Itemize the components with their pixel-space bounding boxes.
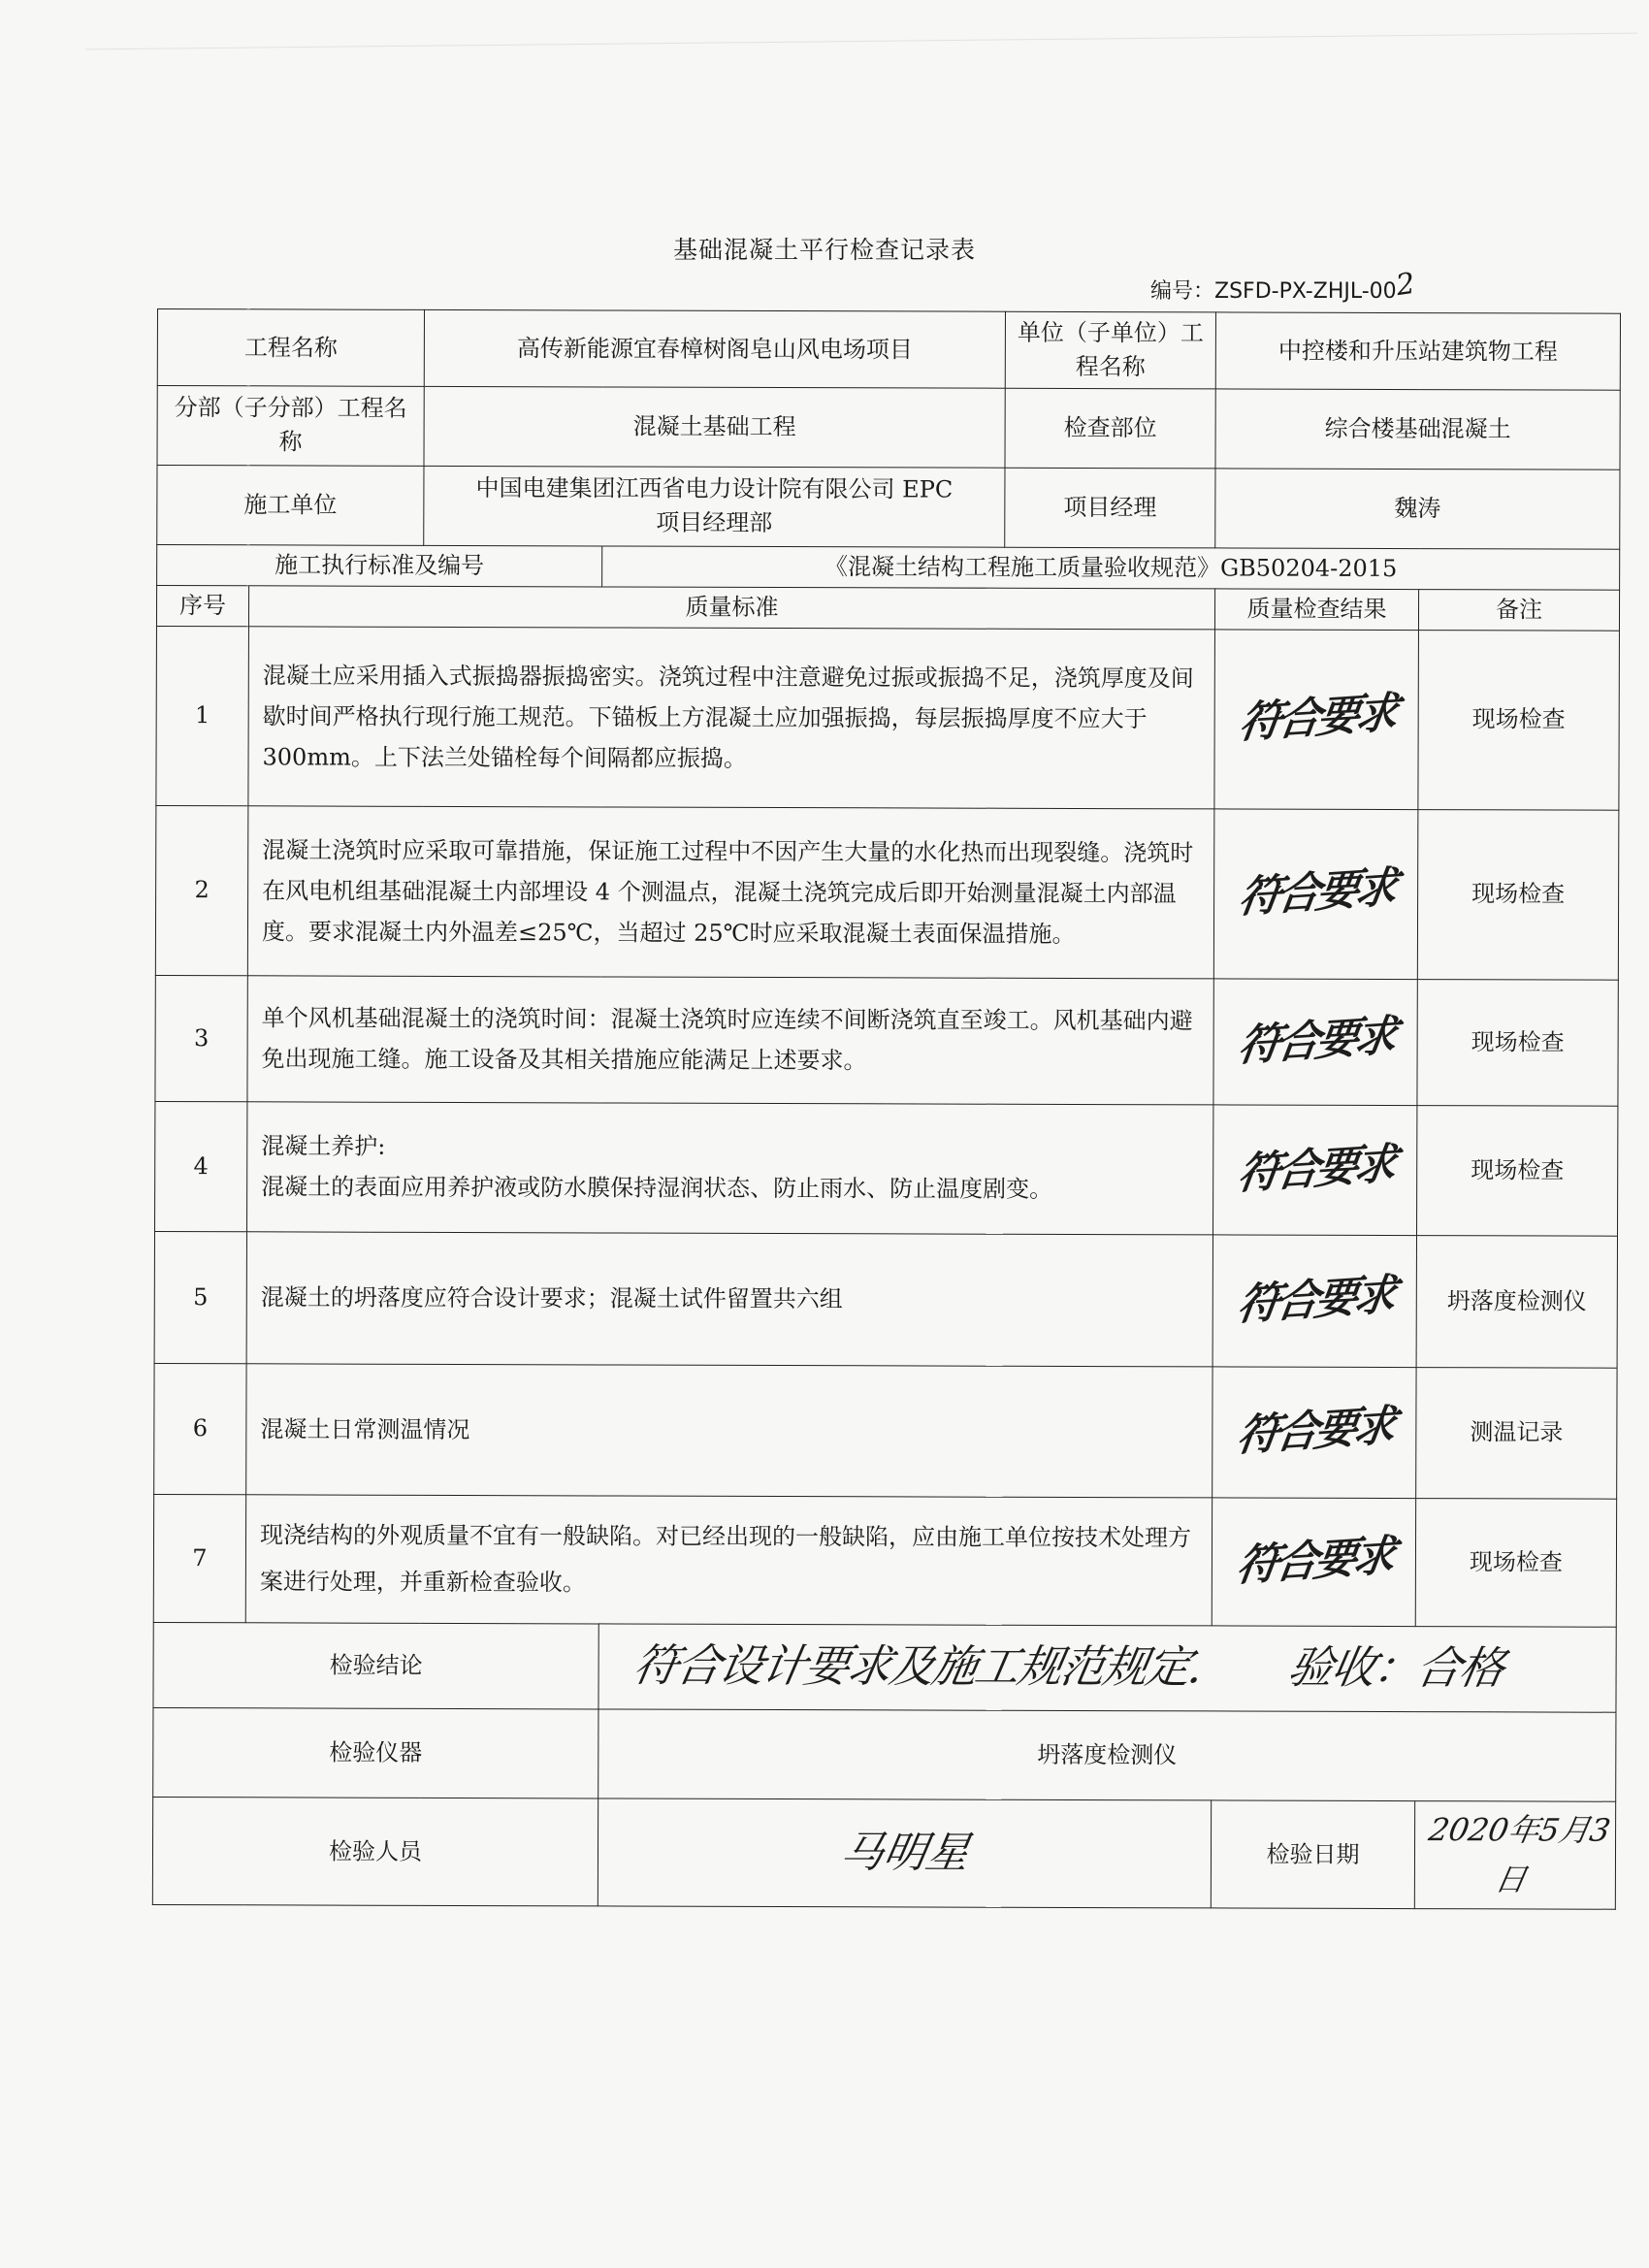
document-code-handwritten: 2 <box>1393 266 1417 304</box>
row-no: 7 <box>153 1494 245 1622</box>
inspection-record-sheet <box>152 308 1620 1910</box>
row-standard: 混凝土的坍落度应符合设计要求；混凝土试件留置共六组 <box>246 1231 1212 1366</box>
document-code-label: 编号：ZSFD-PX-ZHJL-00 <box>1150 279 1397 304</box>
date-value <box>1414 1800 1615 1909</box>
row-remark: 现场检查 <box>1417 1105 1618 1236</box>
standard-label: 施工执行标准及编号 <box>157 544 602 586</box>
date-handwriting: 2020年5月3日 <box>1426 1810 1614 1898</box>
row-result <box>1212 1367 1416 1499</box>
sub-project-label: 分部（子分部）工程名称 <box>157 385 424 466</box>
table-row <box>155 975 1618 1106</box>
project-name-value: 高传新能源宜春樟树阁皂山风电场项目 <box>424 309 1005 387</box>
column-result: 质量检查结果 <box>1214 589 1418 631</box>
result-signature: 符合要求 <box>1234 1139 1397 1200</box>
unit-name-label: 单位（子单位）工程名称 <box>1005 311 1215 388</box>
row-standard: 混凝土养护: 混凝土的表面应用养护液或防水膜保持湿润状态、防止雨水、防止温度剧变。 <box>247 1101 1213 1234</box>
row-result <box>1214 630 1419 810</box>
row-result <box>1212 1235 1416 1368</box>
row-remark: 坍落度检测仪 <box>1416 1235 1617 1368</box>
conclusion-handwriting: 符合设计要求及施工规范规定. <box>629 1638 1207 1694</box>
inspector-signature: 马明星 <box>836 1827 974 1878</box>
row-standard: 混凝土日常测温情况 <box>246 1363 1212 1497</box>
table-row <box>154 1363 1617 1499</box>
row-remark: 现场检查 <box>1418 630 1620 810</box>
header-row-subproject <box>157 385 1620 470</box>
conclusion-row <box>153 1622 1616 1712</box>
result-signature: 符合要求 <box>1233 1531 1396 1592</box>
inspector-label: 检验人员 <box>152 1797 598 1906</box>
column-remark: 备注 <box>1418 589 1619 631</box>
header-row-contractor <box>157 465 1620 549</box>
table-row <box>156 626 1620 810</box>
row-result <box>1213 809 1418 980</box>
acceptance-handwriting: 验收：合格 <box>1283 1640 1507 1695</box>
row-no: 4 <box>155 1101 247 1231</box>
row-no: 1 <box>156 626 249 805</box>
document-title: 基础混凝土平行检查记录表 <box>672 236 976 264</box>
inspection-table <box>152 308 1621 1910</box>
scan-edge-line <box>85 33 1637 50</box>
inspection-part-value: 综合楼基础混凝土 <box>1215 389 1620 470</box>
manager-label: 项目经理 <box>1005 468 1215 548</box>
row-remark: 现场检查 <box>1417 979 1618 1106</box>
conclusion-value <box>598 1624 1616 1712</box>
result-signature: 符合要求 <box>1235 862 1398 923</box>
row-standard: 混凝土浇筑时应采取可靠措施，保证施工过程中不因产生大量的水化热而出现裂缝。浇筑时在风电机组基础混凝土内部埋设 4 个测温点，混凝土浇筑完成后即开始测量混凝土内部温度。要求混凝土内外温差≤25℃，当超过 25℃时应采取混凝土表面保温措施。 <box>247 805 1214 978</box>
instrument-value: 坍落度检测仪 <box>598 1709 1616 1801</box>
row-result <box>1212 1498 1415 1627</box>
project-name-label: 工程名称 <box>157 309 424 386</box>
row-no: 5 <box>154 1231 246 1363</box>
result-signature: 符合要求 <box>1234 1011 1397 1072</box>
result-signature: 符合要求 <box>1235 688 1398 749</box>
inspector-row <box>152 1797 1615 1909</box>
table-row <box>155 1101 1618 1236</box>
table-row <box>154 1231 1617 1368</box>
contractor-label: 施工单位 <box>157 465 424 545</box>
instrument-label: 检验仪器 <box>153 1707 598 1798</box>
row-no: 2 <box>155 805 248 975</box>
row-remark: 现场检查 <box>1415 1498 1616 1627</box>
row-standard: 现浇结构的外观质量不宜有一般缺陷。对已经出现的一般缺陷，应由施工单位按技术处理方案进行处理，并重新检查验收。 <box>245 1494 1212 1625</box>
instrument-row <box>153 1707 1616 1801</box>
row-remark: 现场检查 <box>1417 809 1619 980</box>
table-row <box>155 805 1619 980</box>
row-no: 3 <box>155 975 247 1101</box>
standard-value: 《混凝土结构工程施工质量验收规范》GB50204-2015 <box>602 546 1620 590</box>
row-standard: 单个风机基础混凝土的浇筑时间：混凝土浇筑时应连续不间断浇筑直至竣工。风机基础内避免出现施工缝。施工设备及其相关措施应能满足上述要求。 <box>247 975 1213 1104</box>
result-signature: 符合要求 <box>1233 1401 1396 1462</box>
result-signature: 符合要求 <box>1233 1270 1396 1331</box>
manager-value: 魏涛 <box>1215 469 1620 549</box>
column-header-row <box>156 585 1619 631</box>
row-remark: 测温记录 <box>1416 1367 1617 1499</box>
column-no: 序号 <box>156 585 248 626</box>
inspector-value <box>598 1798 1211 1908</box>
sub-project-value: 混凝土基础工程 <box>424 386 1005 468</box>
header-row-standard <box>157 544 1620 590</box>
header-row-project <box>157 309 1620 390</box>
unit-name-value: 中控楼和升压站建筑物工程 <box>1215 312 1620 390</box>
contractor-value: 中国电建集团江西省电力设计院有限公司 EPC 项目经理部 <box>424 466 1005 547</box>
document-code <box>1150 266 1417 306</box>
inspection-part-label: 检查部位 <box>1005 388 1215 469</box>
row-result <box>1213 1105 1417 1236</box>
conclusion-label: 检验结论 <box>153 1622 598 1708</box>
table-row <box>153 1494 1616 1627</box>
row-no: 6 <box>154 1363 246 1494</box>
date-label: 检验日期 <box>1211 1800 1414 1909</box>
row-result <box>1213 979 1417 1106</box>
row-standard: 混凝土应采用插入式振捣器振捣密实。浇筑过程中注意避免过振或振捣不足，浇筑厚度及间歇时间严格执行现行施工规范。下锚板上方混凝土应加强振捣，每层振捣厚度不应大于 300mm。上下法兰处锚栓每个间隔都应振捣。 <box>248 626 1215 808</box>
column-standard: 质量标准 <box>248 585 1214 629</box>
